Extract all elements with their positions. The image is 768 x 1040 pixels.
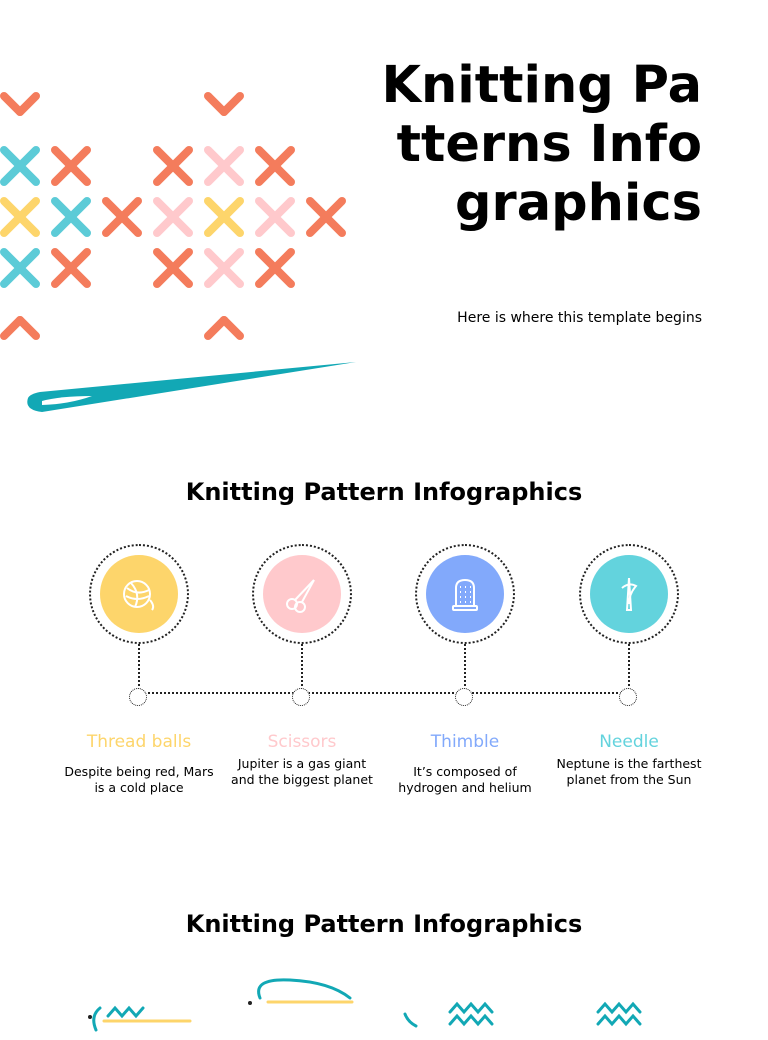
stitch-stroke: [224, 96, 240, 112]
cover-subtitle: Here is where this template begins: [457, 310, 702, 326]
stitch-stroke: [224, 320, 240, 336]
step-ring: [579, 544, 679, 644]
step-node: [619, 688, 637, 706]
step-connector: [464, 644, 466, 690]
step-disc: [263, 555, 341, 633]
step-desc: Neptune is the farthest planet from the Sun: [556, 756, 702, 787]
step-ring: [252, 544, 352, 644]
timeline-title: Knitting Pattern Infographics: [185, 478, 583, 506]
needle-shape: [27, 362, 356, 412]
yarn-ball-icon: [119, 574, 159, 614]
timeline-slide: [0, 440, 768, 860]
step-title: Thimble: [430, 732, 500, 752]
step-node: [455, 688, 473, 706]
step-title: Needle: [599, 732, 659, 752]
cover-title: Knitting Patterns Infographics: [381, 56, 702, 233]
step-node: [292, 688, 310, 706]
step-connector: [138, 644, 140, 690]
step-node: [129, 688, 147, 706]
step-ring: [415, 544, 515, 644]
step-disc: [100, 555, 178, 633]
cover-slide: [0, 0, 768, 430]
step-connector: [301, 644, 303, 690]
second-slide: [0, 870, 768, 1024]
step-title: Thread balls: [86, 732, 192, 752]
cross-stitch-pattern: [0, 0, 360, 420]
stitch-stroke: [20, 96, 36, 112]
step-ring: [89, 544, 189, 644]
needle-icon: [609, 574, 649, 614]
stitch-stroke: [20, 320, 36, 336]
step-title: Scissors: [267, 732, 337, 752]
timeline-line: [140, 692, 630, 694]
step-disc: [426, 555, 504, 633]
step-desc: Despite being red, Mars is a cold place: [64, 764, 214, 795]
step-desc: Jupiter is a gas giant and the biggest planet: [231, 756, 373, 787]
thimble-icon: [445, 574, 485, 614]
step-disc: [590, 555, 668, 633]
step-desc: It’s composed of hydrogen and helium: [398, 764, 532, 795]
second-title: Knitting Pattern Infographics: [185, 910, 583, 938]
scissors-icon: [282, 574, 322, 614]
knitting-illustrations: [0, 970, 768, 1040]
step-connector: [628, 644, 630, 690]
